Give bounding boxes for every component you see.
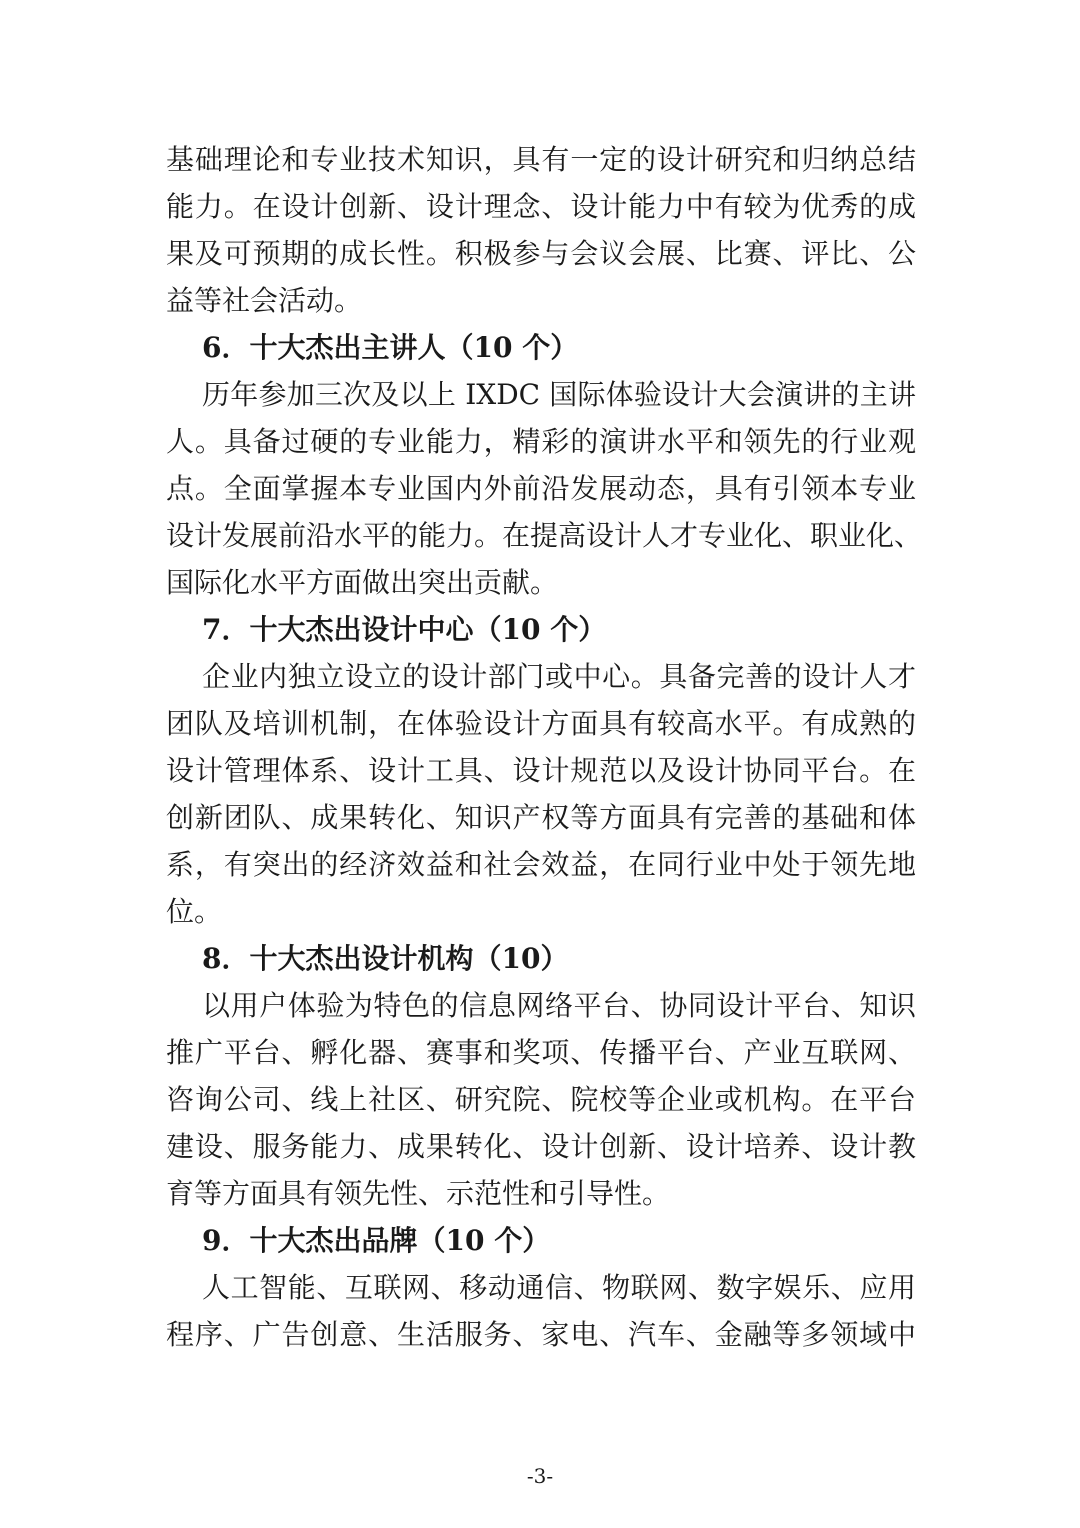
paragraph-line: 基础理论和专业技术知识，具有一定的设计研究和归纳总结 — [166, 143, 916, 176]
paragraph-line: 推广平台、孵化器、赛事和奖项、传播平台、产业互联网、 — [166, 1036, 916, 1069]
paragraph-line: 果及可预期的成长性。积极参与会议会展、比赛、评比、公 — [166, 237, 916, 270]
paragraph-line: 创新团队、成果转化、知识产权等方面具有完善的基础和体 — [166, 801, 916, 834]
paragraph-line: 团队及培训机制，在体验设计方面具有较高水平。有成熟的 — [166, 707, 916, 740]
page-number: -3- — [526, 1464, 554, 1488]
paragraph-line: 育等方面具有领先性、示范性和引导性。 — [166, 1177, 671, 1210]
paragraph-line: 咨询公司、线上社区、研究院、院校等企业或机构。在平台 — [166, 1083, 916, 1116]
paragraph-line: 系，有突出的经济效益和社会效益，在同行业中处于领先地 — [166, 848, 916, 881]
paragraph-line: 位。 — [166, 895, 223, 928]
section-heading-9: 9．十大杰出品牌（10 个） — [202, 1224, 551, 1257]
paragraph-line: 建设、服务能力、成果转化、设计创新、设计培养、设计教 — [166, 1130, 916, 1163]
paragraph-line: 程序、广告创意、生活服务、家电、汽车、金融等多领域中 — [166, 1318, 916, 1351]
paragraph-line: 人工智能、互联网、移动通信、物联网、数字娱乐、应用 — [202, 1271, 916, 1304]
section-heading-7: 7．十大杰出设计中心（10 个） — [202, 613, 607, 646]
paragraph-line: 设计发展前沿水平的能力。在提高设计人才专业化、职业化、 — [166, 519, 923, 552]
paragraph-line: 国际化水平方面做出突出贡献。 — [166, 566, 559, 599]
paragraph-line: 益等社会活动。 — [166, 284, 363, 317]
paragraph-line: 能力。在设计创新、设计理念、设计能力中有较为优秀的成 — [166, 190, 916, 223]
paragraph-line: 以用户体验为特色的信息网络平台、协同设计平台、知识 — [202, 989, 916, 1022]
paragraph-line: 人。具备过硬的专业能力，精彩的演讲水平和领先的行业观 — [166, 425, 916, 458]
paragraph-line: 历年参加三次及以上 IXDC 国际体验设计大会演讲的主讲 — [202, 378, 916, 411]
paragraph-line: 企业内独立设立的设计部门或中心。具备完善的设计人才 — [202, 660, 916, 693]
paragraph-line: 设计管理体系、设计工具、设计规范以及设计协同平台。在 — [166, 754, 916, 787]
section-heading-8: 8．十大杰出设计机构（10） — [202, 942, 569, 975]
section-heading-6: 6．十大杰出主讲人（10 个） — [202, 331, 579, 364]
paragraph-line: 点。全面掌握本专业国内外前沿发展动态，具有引领本专业 — [166, 472, 916, 505]
